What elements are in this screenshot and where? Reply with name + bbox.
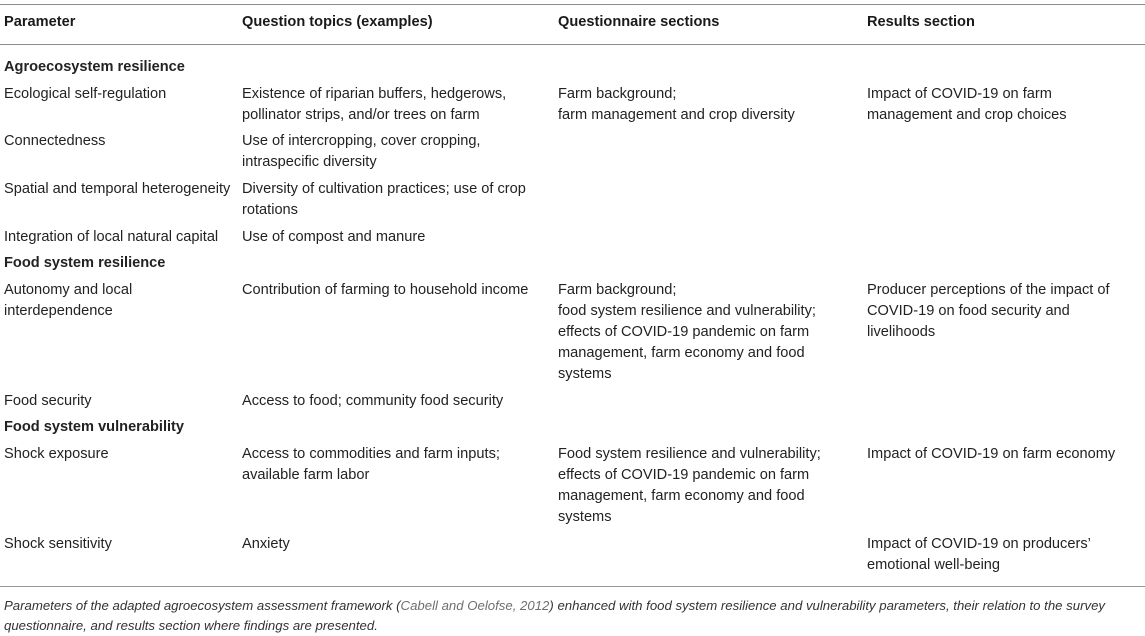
caption-text-before: Parameters of the adapted agroecosystem assessment framework ( — [4, 598, 401, 613]
cell-parameter: Ecological self-regulation — [4, 86, 167, 102]
cell-results: Producer perceptions of the impact of COVID-19 on food security and livelihoods — [867, 282, 1110, 340]
cell-topics: Use of intercropping, cover cropping, intraspecific diversity — [242, 133, 481, 170]
cell-topics: Anxiety — [242, 536, 290, 552]
header-rule — [0, 44, 1145, 45]
top-rule — [0, 4, 1145, 5]
cell-topics: Contribution of farming to household income — [242, 282, 529, 298]
cell-topics: Access to commodities and farm inputs; available farm labor — [242, 446, 500, 483]
caption-text-after: ) enhanced with food system resilience and vulnerability parameters, their relation to the survey questionnaire, and results section where findings are presented. — [4, 598, 1106, 633]
header-parameter: Parameter — [4, 14, 76, 30]
group-title-food-system-vulnerability: Food system vulnerability — [4, 419, 185, 435]
cell-parameter: Autonomy and local interdependence — [4, 282, 133, 319]
cell-topics: Existence of riparian buffers, hedgerows, pollinator strips, and/or trees on farm — [242, 86, 507, 123]
cell-parameter: Shock exposure — [4, 446, 109, 462]
cell-results: Impact of COVID-19 on farm management and crop choices — [867, 86, 1067, 123]
cell-parameter: Spatial and temporal heterogeneity — [4, 181, 231, 197]
cell-parameter: Integration of local natural capital — [4, 229, 219, 245]
caption-citation-link[interactable]: Cabell and Oelofse, 2012 — [400, 598, 550, 613]
cell-topics: Diversity of cultivation practices; use of crop rotations — [242, 181, 526, 218]
cell-sections: Farm background; farm management and crop diversity — [558, 86, 795, 123]
cell-parameter: Shock sensitivity — [4, 536, 112, 552]
cell-results: Impact of COVID-19 on farm economy — [867, 446, 1116, 462]
cell-sections: Food system resilience and vulnerability; effects of COVID-19 pandemic on farm management, farm economy and food systems — [558, 446, 821, 525]
bottom-rule — [0, 586, 1145, 587]
group-title-food-system-resilience: Food system resilience — [4, 255, 166, 271]
cell-sections: Farm background; food system resilience and vulnerability; effects of COVID-19 pandemic on farm management, farm economy and food systems — [558, 282, 816, 382]
header-results-section: Results section — [867, 14, 975, 30]
cell-parameter: Food security — [4, 393, 92, 409]
header-question-topics: Question topics (examples) — [242, 14, 433, 30]
group-title-agroecosystem-resilience: Agroecosystem resilience — [4, 59, 185, 75]
table-caption — [4, 596, 1140, 636]
cell-topics: Use of compost and manure — [242, 229, 426, 245]
cell-results: Impact of COVID-19 on producers’ emotional well-being — [867, 536, 1091, 573]
cell-parameter: Connectedness — [4, 133, 106, 149]
cell-topics: Access to food; community food security — [242, 393, 504, 409]
header-questionnaire-sections: Questionnaire sections — [558, 14, 720, 30]
